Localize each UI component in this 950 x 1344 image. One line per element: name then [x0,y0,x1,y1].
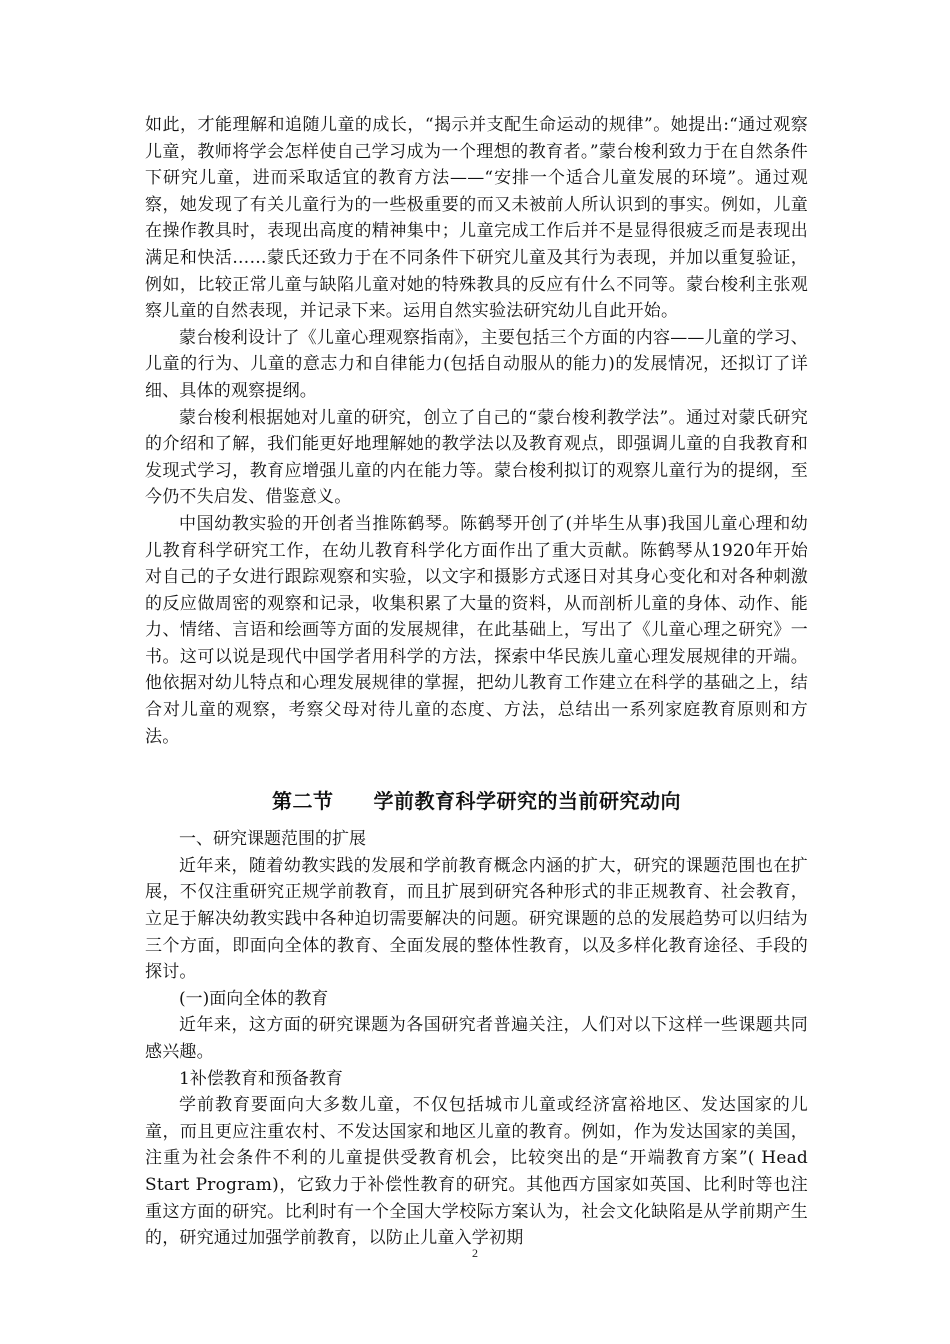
paragraph-education-for-all: 近年来，这方面的研究课题为各国研究者普遍关注，人们对以下这样一些课题共同感兴趣。 [145,1015,808,1062]
page-number: 2 [472,1246,478,1260]
section-title: 学前教育科学研究的当前研究动向 [373,789,681,814]
section-heading [145,786,808,816]
section-number: 第二节 [272,789,334,814]
paragraph-montessori-method: 蒙台梭利根据她对儿童的研究，创立了自己的“蒙台梭利教学法”。通过对蒙氏研究的介绍和了解，我们能更好地理解她的教学法以及教育观点，即强调儿童的自我教育和发现式学习，教育应增强儿童的内在能力等。蒙台梭利拟订的观察儿童行为的提纲，至今仍不失启发、借鉴意义。 [145,407,808,508]
paragraph-compensatory-education: 学前教育要面向大多数儿童，不仅包括城市儿童或经济富裕地区、发达国家的儿童，而且更应注重农村、不发达国家和地区儿童的教育。例如，作为发达国家的美国，注重为社会条件不利的儿童提供受教育机会，比较突出的是“开端教育方案”( Head Start Program)，它致力于补偿性教育的研究。其他西方国家如英国、比利时等也注重这方面的研究。比利时有一个全国大学校际方案认为，社会文化缺陷是从学前期产生的，研究通过加强学前教育，以防止儿童入学初期 [145,1095,808,1249]
paragraph-montessori-observation: 如此，才能理解和追随儿童的成长，“揭示并支配生命运动的规律”。她提出:“通过观察儿童，教师将学会怎样使自己学习成为一个理想的教育者。”蒙台梭利致力于在自然条件下研究儿童，进而采取适宜的教育方法——“安排一个适合儿童发展的环境”。通过观察，她发现了有关儿童行为的一些极重要的而又未被前人所认识到的事实。例如，儿童在操作教具时，表现出高度的精神集中；儿童完成工作后并不是显得很疲乏而是表现出满足和快活……蒙氏还致力于在不同条件下研究儿童及其行为表现，并加以重复验证，例如，比较正常儿童与缺陷儿童对她的特殊教具的反应有什么不同等。蒙台梭利主张观察儿童的自然表现，并记录下来。运用自然实验法研究幼儿自此开始。 [145,115,808,322]
subheading-education-for-all: (一)面向全体的教育 [179,988,329,1009]
paragraph-chen-heqin: 中国幼教实验的开创者当推陈鹤琴。陈鹤琴开创了(并毕生从事)我国儿童心理和幼儿教育科学研究工作，在幼儿教育科学化方面作出了重大贡献。陈鹤琴从1920年开始对自己的子女进行跟踪观察和实验，以文字和摄影方式逐日对其身心变化和对各种刺激的反应做周密的观察和记录，收集积累了大量的资料，从而剖析儿童的身体、动作、能力、情绪、言语和绘画等方面的发展规律，在此基础上，写出了《儿童心理之研究》一书。这可以说是现代中国学者用科学的方法，探索中华民族儿童心理发展规律的开端。他依据对幼儿特点和心理发展规律的掌握，把幼儿教育工作建立在科学的基础之上，结合对儿童的观察，考察父母对待儿童的态度、方法，总结出一系列家庭教育原则和方法。 [145,513,808,747]
paragraph-observation-guide: 蒙台梭利设计了《儿童心理观察指南》，主要包括三个方面的内容——儿童的学习、儿童的行为、儿童的意志力和自律能力(包括自动服从的能力)的发展情况，还拟订了详细、具体的观察提纲。 [145,327,808,401]
subheading-scope-expansion: 一、研究课题范围的扩展 [179,829,366,850]
document-page [145,112,808,1252]
subheading-compensatory-education: 1补偿教育和预备教育 [179,1068,343,1089]
paragraph-scope-expansion: 近年来，随着幼教实践的发展和学前教育概念内涵的扩大，研究的课题范围也在扩展，不仅注重研究正规学前教育，而且扩展到研究各种形式的非正规教育、社会教育，立足于解决幼教实践中各种迫切需要解决的问题。研究课题的总的发展趋势可以归结为三个方面，即面向全体的教育、全面发展的整体性教育，以及多样化教育途径、手段的探讨。 [145,855,808,983]
